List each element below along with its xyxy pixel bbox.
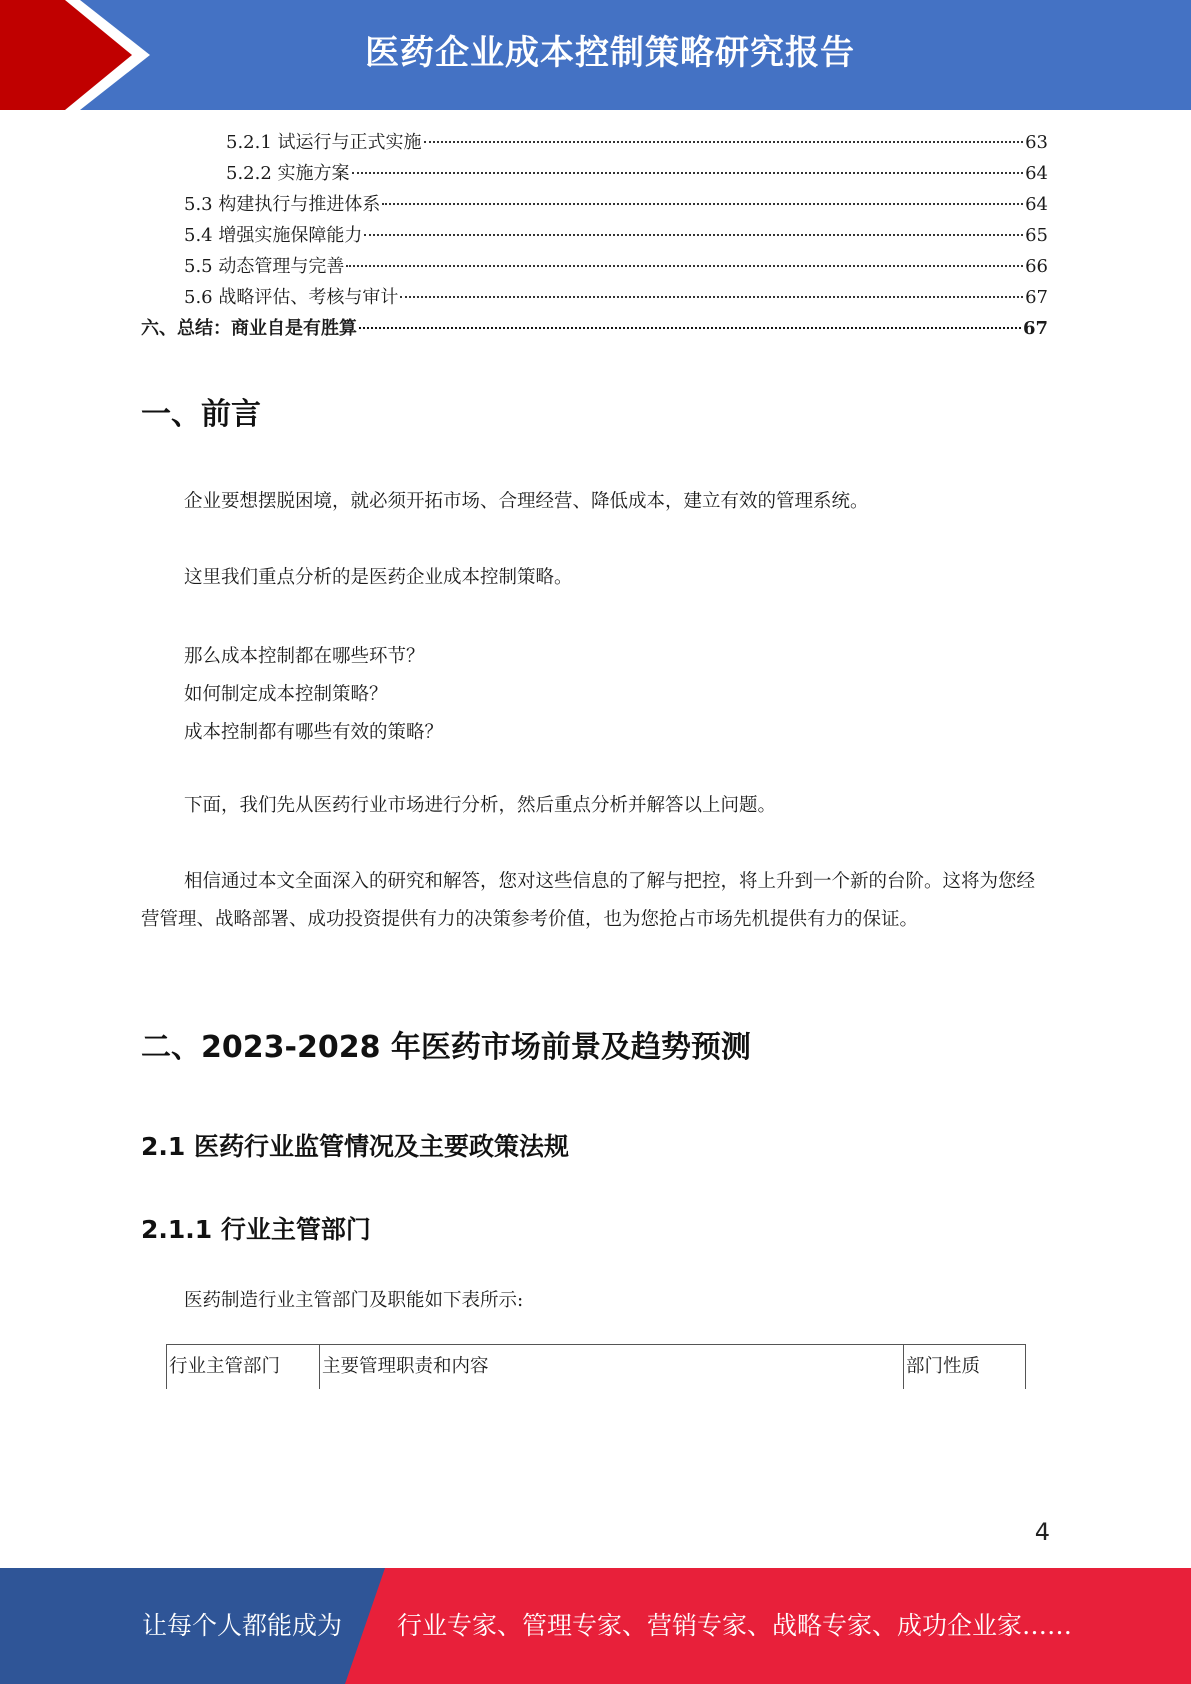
- toc-item-page: 67: [1022, 318, 1048, 339]
- toc-item[interactable]: [184, 283, 1048, 313]
- section-heading: 二、2023-2028 年医药市场前景及趋势预测: [141, 1030, 751, 1065]
- subsection-heading: 2.1.1 行业主管部门: [141, 1215, 371, 1244]
- page-footer: [0, 1568, 1191, 1684]
- toc-item-page: 67: [1025, 287, 1048, 308]
- toc-item-label: 5.4 增强实施保障能力: [184, 225, 363, 246]
- table-header-cell: 部门性质: [906, 1356, 981, 1377]
- toc-leader-dots: [424, 141, 1024, 143]
- page-header: [0, 0, 1191, 110]
- toc-item-label: 5.2.2 实施方案: [226, 163, 350, 184]
- footer-slogan-left: 让每个人都能成为: [142, 1611, 343, 1640]
- paragraph: 相信通过本文全面深入的研究和解答，您对这些信息的了解与把控，将上升到一个新的台阶。这将为您经营管理、战略部署、成功投资提供有力的决策参考价值，也为您抢占市场先机提供有力的保证。: [141, 871, 1036, 930]
- toc-leader-dots: [346, 265, 1023, 267]
- question-line: 如何制定成本控制策略？: [184, 684, 388, 705]
- departments-table: [166, 1344, 1026, 1389]
- toc-item-page: 66: [1025, 256, 1048, 277]
- toc-item-label: 六、总结：商业自是有胜算: [141, 318, 357, 339]
- subsection-heading: 2.1 医药行业监管情况及主要政策法规: [141, 1132, 569, 1161]
- toc-item-page: 63: [1025, 132, 1048, 153]
- toc-item[interactable]: [226, 159, 1048, 189]
- toc-item[interactable]: [184, 252, 1048, 282]
- toc-item-page: 64: [1025, 194, 1048, 215]
- paragraph: 下面，我们先从医药行业市场进行分析，然后重点分析并解答以上问题。: [184, 795, 777, 816]
- footer-slogan-right: 行业专家、管理专家、营销专家、战略专家、成功企业家……: [397, 1611, 1073, 1640]
- toc-item[interactable]: [141, 314, 1048, 344]
- toc-item[interactable]: [184, 221, 1048, 251]
- paragraph: 企业要想摆脱困境，就必须开拓市场、合理经营、降低成本，建立有效的管理系统。: [184, 491, 869, 512]
- table-header-cell: 主要管理职责和内容: [320, 1345, 904, 1389]
- toc-leader-dots: [364, 234, 1023, 236]
- section-heading: 一、前言: [141, 397, 261, 432]
- report-title: 医药企业成本控制策略研究报告: [365, 33, 855, 73]
- toc-item-label: 5.3 构建执行与推进体系: [184, 194, 381, 215]
- toc-leader-dots: [359, 327, 1021, 329]
- toc-item[interactable]: [226, 128, 1048, 158]
- paragraph: 这里我们重点分析的是医药企业成本控制策略。: [184, 567, 573, 588]
- question-line: 那么成本控制都在哪些环节？: [184, 646, 425, 667]
- toc-item-label: 5.6 战略评估、考核与审计: [184, 287, 399, 308]
- toc-item-page: 65: [1025, 225, 1048, 246]
- toc-item[interactable]: [184, 190, 1048, 220]
- toc-item-label: 5.5 动态管理与完善: [184, 256, 345, 277]
- page-number: 4: [1034, 1518, 1050, 1546]
- toc-leader-dots: [382, 203, 1023, 205]
- table-header-cell: 行业主管部门: [167, 1345, 320, 1389]
- question-line: 成本控制都有哪些有效的策略？: [184, 722, 444, 743]
- header-red-arrow-icon: [0, 0, 150, 110]
- toc-item-label: 5.2.1 试运行与正式实施: [226, 132, 422, 153]
- paragraph: 医药制造行业主管部门及职能如下表所示:: [184, 1290, 524, 1311]
- toc-item-page: 64: [1025, 163, 1048, 184]
- toc-leader-dots: [400, 296, 1023, 298]
- toc-leader-dots: [352, 172, 1024, 174]
